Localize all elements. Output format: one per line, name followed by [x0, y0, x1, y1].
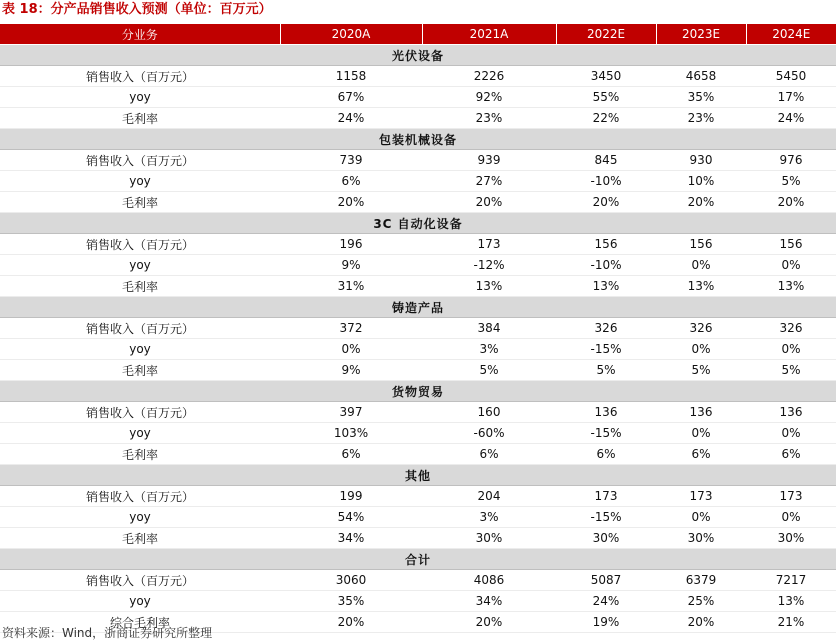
row-label: 综合毛利率	[0, 612, 280, 633]
value-cell: 25%	[656, 591, 746, 612]
value-cell: 6%	[280, 171, 422, 192]
table-row	[0, 339, 836, 360]
value-cell: 0%	[746, 339, 836, 360]
value-cell: 204	[422, 486, 556, 507]
row-label: 销售收入（百万元）	[0, 402, 280, 423]
value-cell: 0%	[656, 255, 746, 276]
value-cell: 6%	[422, 444, 556, 465]
header-cell-2024e: 2024E	[746, 24, 836, 45]
source-note: 资料来源：Wind，浙商证券研究所整理	[2, 626, 213, 640]
value-cell: 6%	[556, 444, 656, 465]
value-cell: 5%	[746, 360, 836, 381]
value-cell: 20%	[280, 612, 422, 633]
value-cell: 7217	[746, 570, 836, 591]
value-cell: 160	[422, 402, 556, 423]
value-cell: 326	[656, 318, 746, 339]
value-cell: 20%	[280, 192, 422, 213]
row-label: yoy	[0, 171, 280, 192]
table-row	[0, 360, 836, 381]
value-cell: 3060	[280, 570, 422, 591]
table-row	[0, 87, 836, 108]
value-cell: 24%	[746, 108, 836, 129]
row-label: 销售收入（百万元）	[0, 318, 280, 339]
row-label: yoy	[0, 339, 280, 360]
value-cell: 6%	[746, 444, 836, 465]
value-cell: 30%	[422, 528, 556, 549]
value-cell: -10%	[556, 171, 656, 192]
row-label: yoy	[0, 591, 280, 612]
table-body	[0, 45, 836, 633]
value-cell: 173	[556, 486, 656, 507]
value-cell: 27%	[422, 171, 556, 192]
section-row	[0, 45, 836, 66]
value-cell: 34%	[280, 528, 422, 549]
section-row	[0, 213, 836, 234]
table-row	[0, 402, 836, 423]
header-cell-2023e: 2023E	[656, 24, 746, 45]
row-label: 毛利率	[0, 108, 280, 129]
value-cell: 372	[280, 318, 422, 339]
table-row	[0, 276, 836, 297]
value-cell: 4086	[422, 570, 556, 591]
row-label: 毛利率	[0, 528, 280, 549]
section-title: 3C 自动化设备	[0, 213, 836, 234]
value-cell: 24%	[280, 108, 422, 129]
value-cell: 6%	[656, 444, 746, 465]
value-cell: 2226	[422, 66, 556, 87]
value-cell: 136	[556, 402, 656, 423]
value-cell: 13%	[746, 591, 836, 612]
row-label: 毛利率	[0, 192, 280, 213]
value-cell: 173	[656, 486, 746, 507]
row-label: yoy	[0, 87, 280, 108]
value-cell: 22%	[556, 108, 656, 129]
value-cell: 20%	[656, 192, 746, 213]
value-cell: 3%	[422, 507, 556, 528]
row-label: 毛利率	[0, 360, 280, 381]
section-title: 其他	[0, 465, 836, 486]
row-label: yoy	[0, 423, 280, 444]
value-cell: 92%	[422, 87, 556, 108]
value-cell: 199	[280, 486, 422, 507]
value-cell: -15%	[556, 507, 656, 528]
value-cell: 13%	[556, 276, 656, 297]
table-row	[0, 444, 836, 465]
value-cell: 23%	[656, 108, 746, 129]
value-cell: 9%	[280, 360, 422, 381]
value-cell: 5%	[556, 360, 656, 381]
value-cell: 3450	[556, 66, 656, 87]
value-cell: 35%	[656, 87, 746, 108]
value-cell: 5450	[746, 66, 836, 87]
header-cell-business: 分业务	[0, 24, 280, 45]
section-title: 合计	[0, 549, 836, 570]
row-label: 毛利率	[0, 444, 280, 465]
value-cell: 0%	[656, 423, 746, 444]
value-cell: 24%	[556, 591, 656, 612]
row-label: 销售收入（百万元）	[0, 66, 280, 87]
value-cell: 20%	[656, 612, 746, 633]
section-row	[0, 381, 836, 402]
value-cell: 136	[746, 402, 836, 423]
value-cell: 173	[422, 234, 556, 255]
table-title: 表 18：分产品销售收入预测（单位：百万元）	[2, 2, 272, 17]
value-cell: -15%	[556, 423, 656, 444]
value-cell: 0%	[746, 255, 836, 276]
value-cell: 1158	[280, 66, 422, 87]
table-row	[0, 255, 836, 276]
section-title: 货物贸易	[0, 381, 836, 402]
value-cell: 0%	[656, 339, 746, 360]
value-cell: 30%	[746, 528, 836, 549]
value-cell: 20%	[422, 192, 556, 213]
header-cell-2020a: 2020A	[280, 24, 422, 45]
row-label: 销售收入（百万元）	[0, 570, 280, 591]
table-row	[0, 507, 836, 528]
table-row	[0, 171, 836, 192]
value-cell: 0%	[746, 423, 836, 444]
value-cell: 13%	[656, 276, 746, 297]
header-cell-2021a: 2021A	[422, 24, 556, 45]
value-cell: 845	[556, 150, 656, 171]
value-cell: -10%	[556, 255, 656, 276]
value-cell: 3%	[422, 339, 556, 360]
section-title: 光伏设备	[0, 45, 836, 66]
value-cell: 136	[656, 402, 746, 423]
section-row	[0, 129, 836, 150]
value-cell: 17%	[746, 87, 836, 108]
value-cell: 739	[280, 150, 422, 171]
value-cell: 976	[746, 150, 836, 171]
table-row	[0, 528, 836, 549]
value-cell: 6%	[280, 444, 422, 465]
value-cell: 0%	[656, 507, 746, 528]
value-cell: 939	[422, 150, 556, 171]
value-cell: 13%	[422, 276, 556, 297]
value-cell: 5%	[746, 171, 836, 192]
row-label: 销售收入（百万元）	[0, 486, 280, 507]
section-row	[0, 465, 836, 486]
value-cell: 156	[656, 234, 746, 255]
row-label: yoy	[0, 255, 280, 276]
value-cell: 930	[656, 150, 746, 171]
table-row	[0, 66, 836, 87]
value-cell: 326	[746, 318, 836, 339]
value-cell: 55%	[556, 87, 656, 108]
value-cell: 20%	[746, 192, 836, 213]
value-cell: 31%	[280, 276, 422, 297]
value-cell: 4658	[656, 66, 746, 87]
table-row	[0, 234, 836, 255]
row-label: yoy	[0, 507, 280, 528]
table-row	[0, 486, 836, 507]
value-cell: 10%	[656, 171, 746, 192]
value-cell: 156	[556, 234, 656, 255]
section-title: 铸造产品	[0, 297, 836, 318]
table-row	[0, 318, 836, 339]
value-cell: 384	[422, 318, 556, 339]
header-row	[0, 24, 836, 45]
value-cell: -15%	[556, 339, 656, 360]
value-cell: 19%	[556, 612, 656, 633]
value-cell: 20%	[556, 192, 656, 213]
value-cell: 196	[280, 234, 422, 255]
value-cell: 20%	[422, 612, 556, 633]
value-cell: 326	[556, 318, 656, 339]
value-cell: -12%	[422, 255, 556, 276]
row-label: 毛利率	[0, 276, 280, 297]
value-cell: 156	[746, 234, 836, 255]
value-cell: 30%	[556, 528, 656, 549]
table-row	[0, 108, 836, 129]
row-label: 销售收入（百万元）	[0, 234, 280, 255]
section-row	[0, 549, 836, 570]
value-cell: 397	[280, 402, 422, 423]
value-cell: -60%	[422, 423, 556, 444]
header-cell-2022e: 2022E	[556, 24, 656, 45]
forecast-table	[0, 24, 836, 633]
value-cell: 103%	[280, 423, 422, 444]
value-cell: 5%	[656, 360, 746, 381]
section-row	[0, 297, 836, 318]
value-cell: 35%	[280, 591, 422, 612]
value-cell: 34%	[422, 591, 556, 612]
value-cell: 0%	[746, 507, 836, 528]
table-row	[0, 150, 836, 171]
value-cell: 30%	[656, 528, 746, 549]
value-cell: 67%	[280, 87, 422, 108]
table-row	[0, 591, 836, 612]
value-cell: 21%	[746, 612, 836, 633]
row-label: 销售收入（百万元）	[0, 150, 280, 171]
value-cell: 6379	[656, 570, 746, 591]
value-cell: 54%	[280, 507, 422, 528]
section-title: 包装机械设备	[0, 129, 836, 150]
value-cell: 23%	[422, 108, 556, 129]
value-cell: 173	[746, 486, 836, 507]
value-cell: 13%	[746, 276, 836, 297]
table-row	[0, 192, 836, 213]
value-cell: 5%	[422, 360, 556, 381]
table-row	[0, 423, 836, 444]
value-cell: 0%	[280, 339, 422, 360]
value-cell: 9%	[280, 255, 422, 276]
value-cell: 5087	[556, 570, 656, 591]
table-row	[0, 570, 836, 591]
